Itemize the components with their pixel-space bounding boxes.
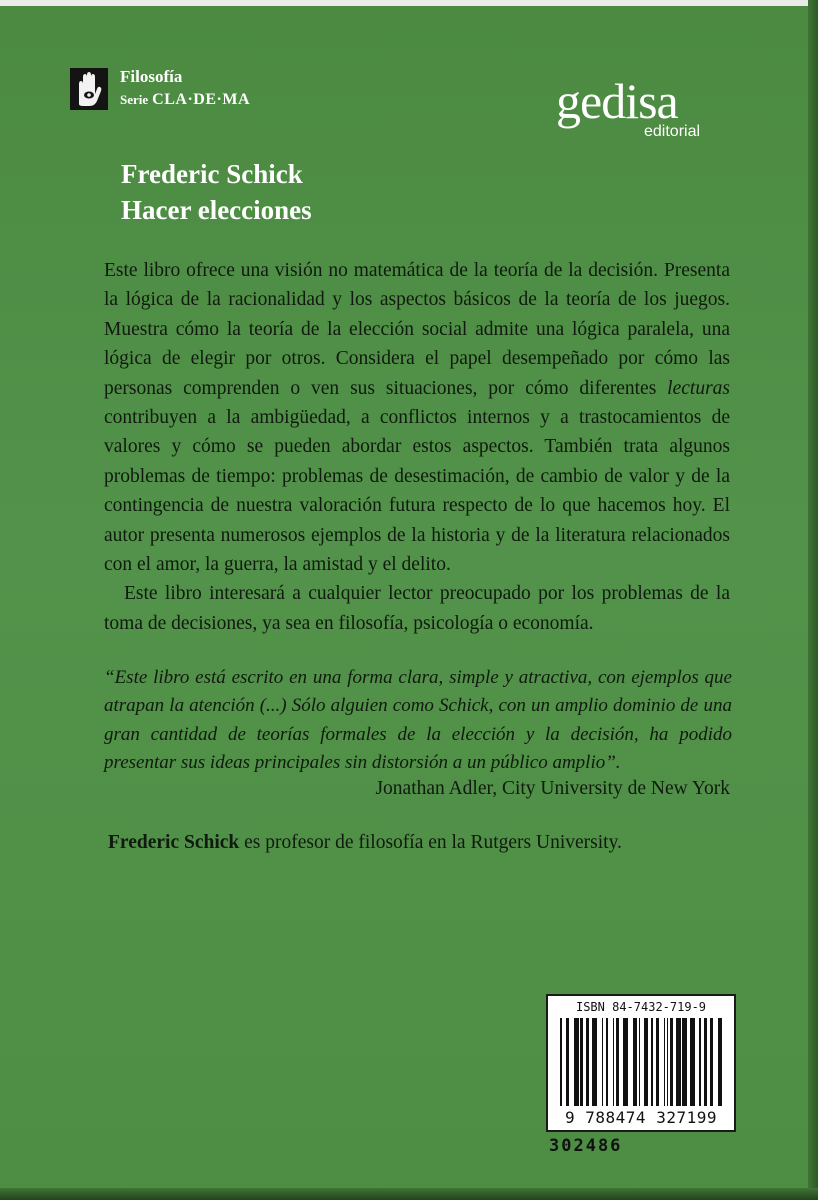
book-blurb — [104, 256, 730, 638]
publisher-sub: editorial — [644, 123, 701, 140]
publisher-name: gedisa — [556, 73, 678, 129]
bio-text: es profesor de filosofía en la Rutgers University. — [239, 832, 622, 853]
barcode-gap — [722, 1018, 724, 1106]
ean-number: 9 788474 327199 — [565, 1108, 717, 1127]
book-title: Hacer elecciones — [121, 195, 312, 225]
series-label: Serie — [120, 91, 149, 107]
series-code-value: CLA·DE·MA — [152, 90, 250, 108]
review-quote: “Este libro está escrito en una forma clara, simple y atractiva, con ejemplos que atrapan la atención (...) Sólo alguien como Schick, con un amplio dominio de una gran cantidad de teorías formales de la elección y la decisión, ha podido presentar sus ideas principales sin distorsión a un público amplio”. — [104, 667, 732, 774]
cover-right-edge — [808, 0, 818, 1200]
blurb-p1-text-a: Este libro ofrece una visión no matemática de la teoría de la decisión. Presenta la lógica de la racionalidad y los aspectos básicos de la teoría de los juegos. Muestra cómo la teoría de la elección social admite una lógica paralela, una lógica de elegir por otros. Considera el papel desempeñado por cómo las personas comprenden o ven sus situaciones, por cómo diferentes — [104, 260, 730, 399]
stock-number: 302486 — [549, 1136, 623, 1156]
blurb-paragraph-2: Este libro interesará a cualquier lector preocupado por los problemas de la toma de decisiones, ya sea en filosofía, psicología o economía. — [104, 583, 730, 634]
blurb-paragraph-1 — [104, 256, 730, 579]
quote-attribution: Jonathan Adler, City University de New York — [375, 778, 730, 799]
bio-author-name: Frederic Schick — [108, 832, 240, 853]
series-header — [70, 68, 250, 110]
barcode-box — [546, 994, 736, 1132]
cover-top-edge — [0, 0, 818, 6]
author-bio — [108, 832, 748, 854]
isbn-label: ISBN 84-7432-719-9 — [575, 1000, 707, 1014]
series-code — [120, 91, 250, 109]
blurb-p1-emphasis: lecturas — [667, 377, 730, 399]
book-author: Frederic Schick — [121, 159, 303, 189]
series-name: Filosofía — [120, 67, 183, 86]
barcode-bars — [560, 1018, 724, 1106]
hand-eye-logo-icon — [70, 68, 108, 110]
publisher-logo — [556, 73, 736, 140]
cover-bottom-edge — [0, 1188, 818, 1200]
blurb-p1-text-b: contribuyen a la ambigüedad, a conflictos internos y a trastocamientos de valores y cómo se pueden abordar estos aspectos. También trata algunos problemas de tiempo: problemas de desestimación, de cambio de valor y de la contingencia de nuestra valoración futura respecto de lo que hacemos hoy. El autor presenta numerosos ejemplos de la historia y de la literatura relacionados con el amor, la guerra, la amistad y el delito. — [104, 407, 730, 576]
book-title-block — [121, 156, 312, 228]
